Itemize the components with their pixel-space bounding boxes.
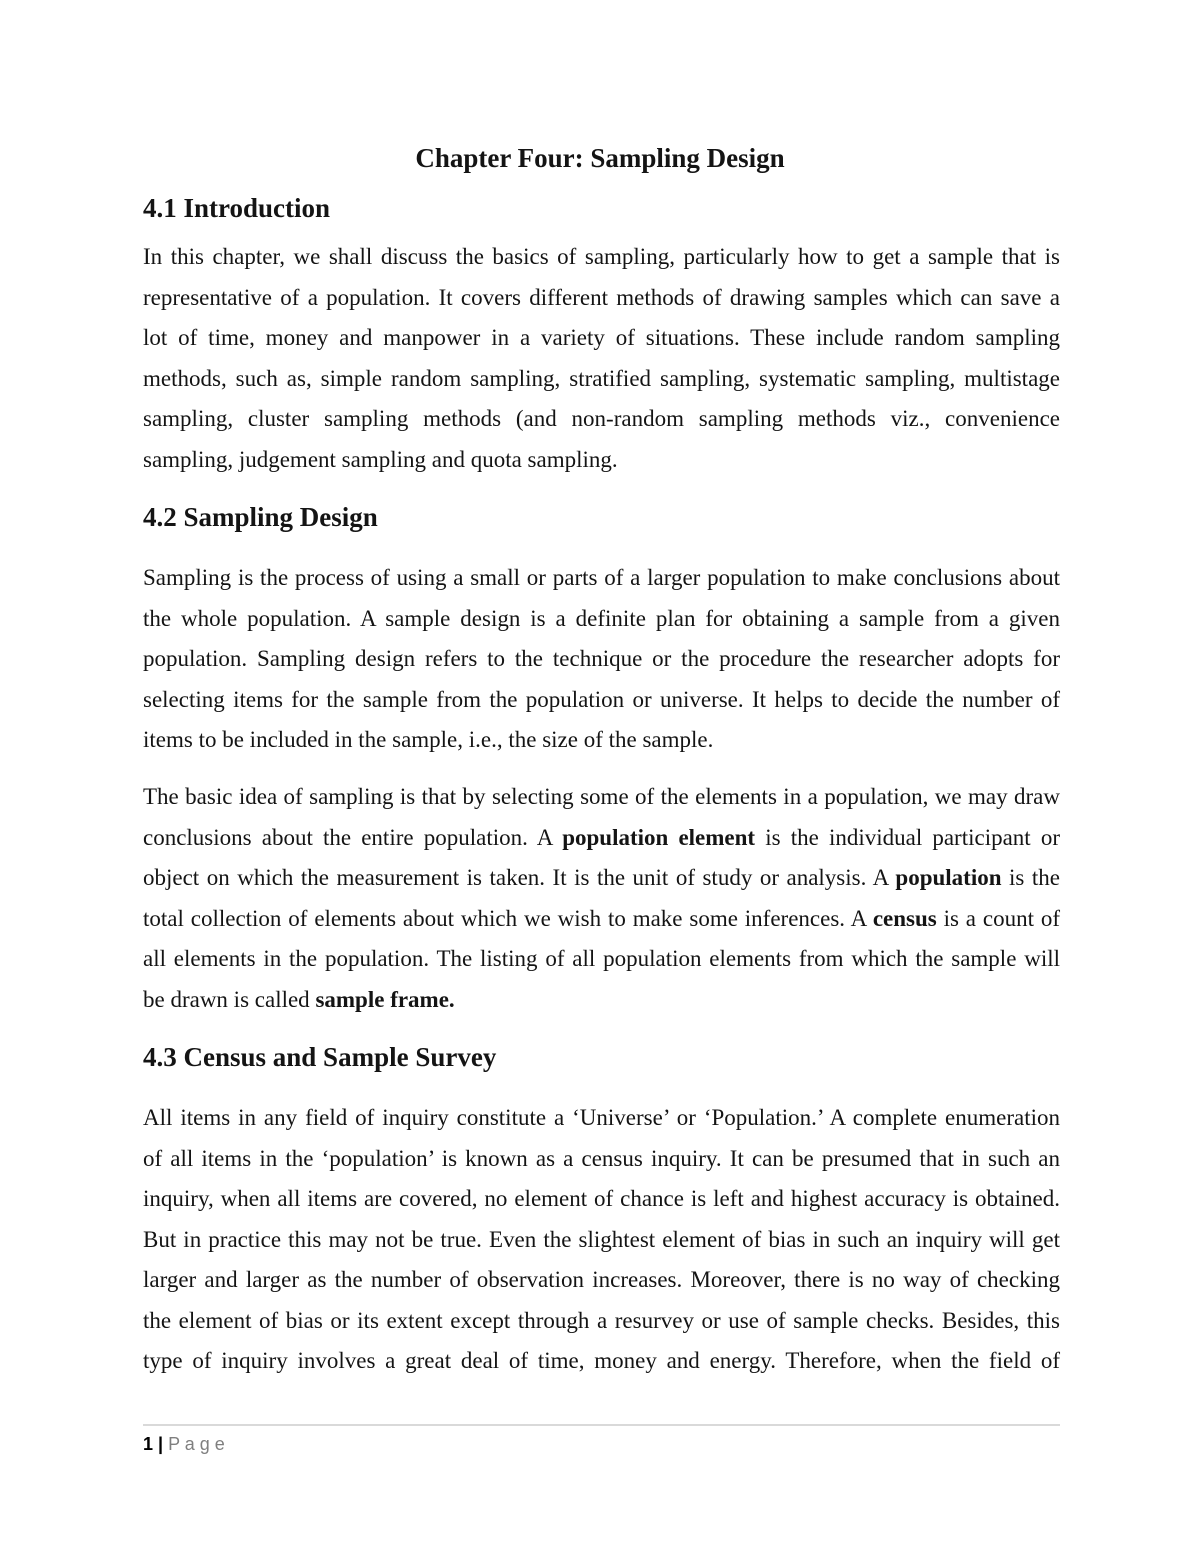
section-heading-introduction: 4.1 Introduction xyxy=(143,193,331,223)
bold-term: population element xyxy=(562,824,756,850)
text-line xyxy=(143,599,1060,640)
text-line xyxy=(143,359,1060,400)
text-run: representative of a population. It covers different methods of drawing samples which can save a xyxy=(143,284,1060,310)
text-run: The basic idea of sampling is that by selecting some of the elements in a population, we may draw xyxy=(143,784,1060,809)
text-run: methods, such as, simple random sampling, stratified sampling, systematic sampling, multistage xyxy=(143,365,1060,391)
text-line xyxy=(143,1098,1060,1139)
text-line xyxy=(143,440,1060,481)
text-run: the element of bias or its extent except through a resurvey or use of sample checks. Besides, this xyxy=(143,1307,1060,1333)
bold-term: population xyxy=(895,865,1002,890)
text-run: items to be included in the sample, i.e., the size of the sample. xyxy=(143,727,714,752)
text-run: is the individual participant or xyxy=(755,824,1060,850)
text-line xyxy=(143,558,1060,599)
bold-term: census xyxy=(872,905,937,931)
section-heading-census-and-sample-survey: 4.3 Census and Sample Survey xyxy=(143,1042,497,1072)
text-run: lot of time, money and manpower in a variety of situations. These include random sampling xyxy=(143,325,1060,350)
text-run: larger and larger as the number of observation increases. Moreover, there is no way of checking xyxy=(143,1267,1060,1292)
footer-separator: | xyxy=(158,1434,164,1454)
text-run: selecting items for the sample from the population or universe. It helps to decide the number of xyxy=(143,686,1060,712)
text-run: be drawn is called xyxy=(143,986,316,1012)
census-paragraph xyxy=(143,1098,1060,1382)
text-line xyxy=(143,1220,1060,1261)
text-run: is the xyxy=(1001,865,1060,890)
text-line xyxy=(143,1179,1060,1220)
text-run: In this chapter, we shall discuss the basics of sampling, particularly how to get a sample that is xyxy=(143,244,1060,269)
text-line xyxy=(143,899,1060,940)
text-run: sampling, judgement sampling and quota sampling. xyxy=(143,446,618,472)
introduction-paragraph xyxy=(143,237,1060,480)
sampling-design-paragraph xyxy=(143,558,1060,761)
page-label: P a g e xyxy=(168,1434,225,1454)
text-line xyxy=(143,858,1060,899)
text-run: total collection of elements about which we wish to make some inferences. A xyxy=(143,905,873,931)
footer-rule xyxy=(143,1424,1060,1426)
text-run: population. Sampling design refers to the technique or the procedure the researcher adopts for xyxy=(143,646,1060,671)
text-line xyxy=(143,399,1060,440)
text-run: inquiry, when all items are covered, no element of chance is left and highest accuracy is obtained. xyxy=(143,1186,1060,1211)
page-number: 1 xyxy=(143,1434,154,1454)
text-run: All items in any field of inquiry constitute a ‘Universe’ or ‘Population.’ A complete enumeration xyxy=(143,1105,1060,1130)
text-run: of all items in the ‘population’ is known as a census inquiry. It can be presumed that in such an xyxy=(143,1145,1060,1171)
text-line xyxy=(143,939,1060,980)
text-line xyxy=(143,777,1060,818)
text-run: object on which the measurement is taken. It is the unit of study or analysis. A xyxy=(143,865,896,890)
text-run: conclusions about the entire population. A xyxy=(143,824,563,850)
text-line xyxy=(143,980,1060,1021)
text-line xyxy=(143,1341,1060,1382)
text-run: the whole population. A sample design is a definite plan for obtaining a sample from a given xyxy=(143,605,1060,631)
text-line xyxy=(143,278,1060,319)
text-line xyxy=(143,1139,1060,1180)
text-line xyxy=(143,1301,1060,1342)
bold-term: sample frame. xyxy=(315,986,455,1012)
text-run: sampling, cluster sampling methods (and non-random sampling methods viz., convenience xyxy=(143,406,1060,431)
sampling-idea-paragraph xyxy=(143,777,1060,1020)
chapter-title: Chapter Four: Sampling Design xyxy=(415,143,785,173)
text-line xyxy=(143,720,1060,761)
page-footer xyxy=(143,1432,225,1456)
text-line xyxy=(143,818,1060,859)
text-run: is a count of xyxy=(936,905,1060,931)
text-run: Sampling is the process of using a small or parts of a larger population to make conclusions about xyxy=(143,565,1060,590)
text-run: But in practice this may not be true. Even the slightest element of bias in such an inquiry will get xyxy=(143,1226,1060,1252)
text-line xyxy=(143,639,1060,680)
text-line xyxy=(143,318,1060,359)
text-run: all elements in the population. The listing of all population elements from which the sample will xyxy=(143,946,1060,971)
text-run: type of inquiry involves a great deal of time, money and energy. Therefore, when the field of xyxy=(143,1348,1060,1373)
text-line xyxy=(143,680,1060,721)
text-line xyxy=(143,1260,1060,1301)
section-heading-sampling-design: 4.2 Sampling Design xyxy=(143,502,378,532)
text-line xyxy=(143,237,1060,278)
